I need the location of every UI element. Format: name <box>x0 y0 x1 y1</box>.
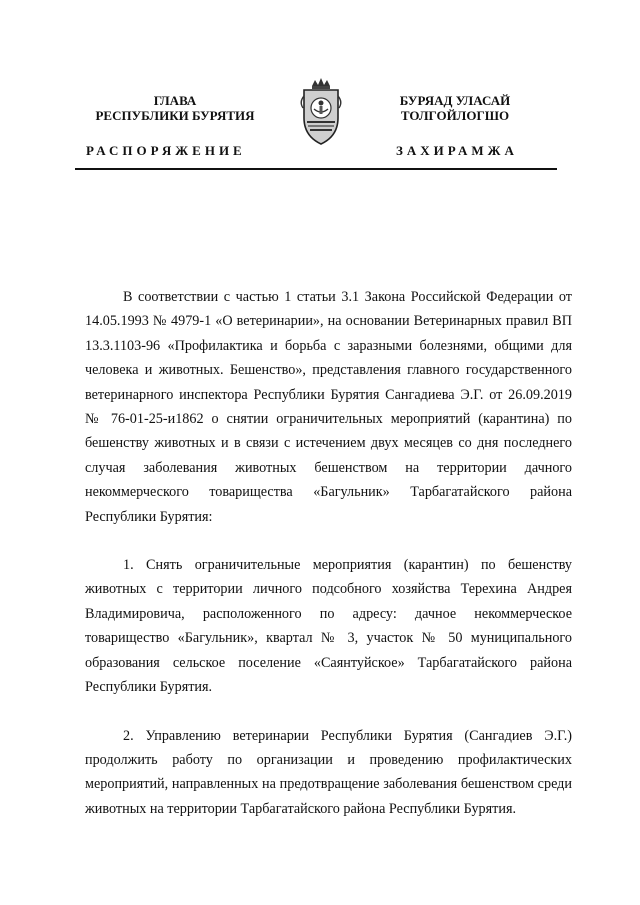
header-right-block <box>360 93 550 123</box>
header-left-title: ГЛАВА <box>153 93 197 108</box>
header-divider <box>75 168 557 170</box>
order-item-2: 2. Управлению ветеринарии Республики Бурятия (Сангадиев Э.Г.) продолжить работу по организации и проведению профилактических мероприятий, направленных на предотвращение заболевания бешенством среди животных на территории Тарбагатайского района Республики Бурятия. <box>85 727 572 817</box>
preamble-paragraph: В соответствии с частью 1 статьи 3.1 Закона Российской Федерации от 14.05.1993 № 4979-1 «О ветеринарии», на основании Ветеринарных правил ВП 13.3.1103-96 «Профилактика и борьба с заразными болезнями, общими для человека и животных. Бешенство», представления главного государственного ветеринарного инспектора Республики Бурятия Сангадиева Э.Г. от 26.09.2019 № 76-01-25-и1862 о снятии ограничительных мероприятий (карантина) по бешенству животных и в связи с истечением двух месяцев со дня последнего случая заболевания животных бешенством на территории дачного некоммерческого товарищества «Багульник» Тарбагатайского района Республики Бурятия: <box>85 289 572 525</box>
header-left-subtitle: РЕСПУБЛИКИ БУРЯТИЯ <box>95 108 255 123</box>
order-title-buryat: ЗАХИРАМЖА <box>396 143 518 158</box>
header-right-subtitle: ТОЛГОЙЛОГШО <box>400 108 510 123</box>
document-body <box>85 285 572 845</box>
header-right-title: БУРЯАД УЛАСАЙ <box>399 93 511 108</box>
order-title-russian: РАСПОРЯЖЕНИЕ <box>86 143 246 158</box>
order-item-1: 1. Снять ограничительные мероприятия (карантин) по бешенству животных с территории личного подсобного хозяйства Терехина Андрея Владимировича, расположенного по адресу: дачное некоммерческое товарищество «Багульник», квартал № 3, участок № 50 муниципального образования сельское поселение «Саянтуйское» Тарбагатайского района Республики Бурятия. <box>85 557 572 696</box>
coat-of-arms-icon <box>298 76 344 148</box>
header-left-block <box>80 93 270 123</box>
